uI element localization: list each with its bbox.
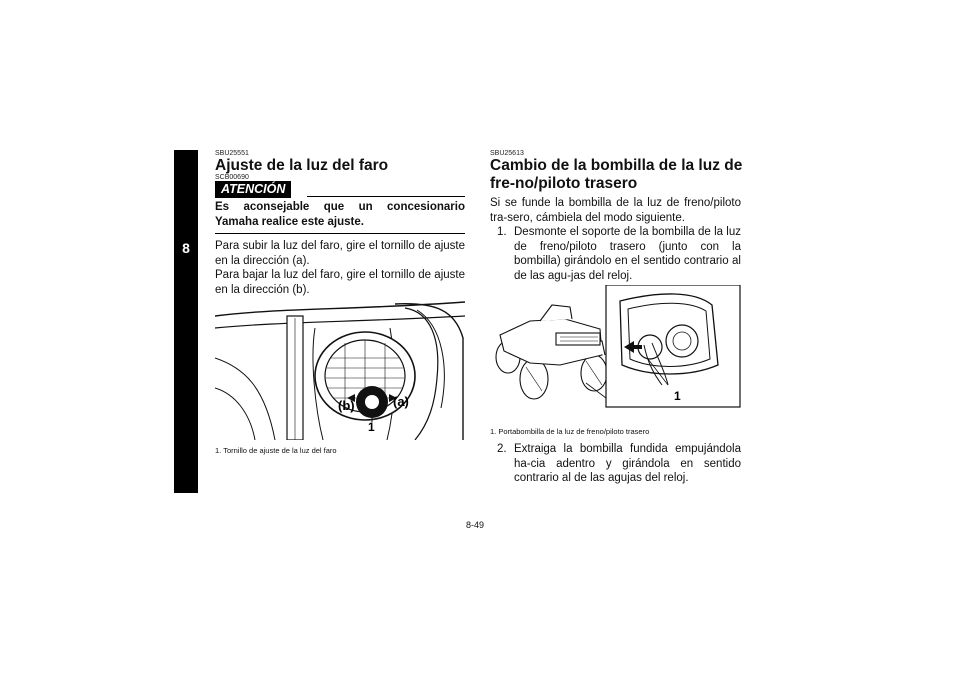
step-list [490, 442, 741, 486]
headlight-illustration [215, 298, 465, 440]
instruction-paragraph: Para bajar la luz del faro, gire el tornillo de ajuste en la dirección (b). [215, 269, 465, 296]
step-number: 2. [497, 443, 507, 455]
caution-bottom-rule [215, 233, 465, 234]
chapter-tab [174, 150, 198, 493]
caution-label: ATENCIÓN [215, 181, 291, 198]
caution-text: Es aconsejable que un concesionario Yamaha realice este ajuste. [215, 201, 465, 228]
figure-caption: 1. Portabombilla de la luz de freno/piloto trasero [490, 427, 650, 436]
callout-1-label: 1 [368, 420, 375, 434]
section-title: Cambio de la bombilla de la luz de fre-no/piloto trasero [490, 157, 743, 192]
taillight-illustration [490, 285, 745, 410]
instruction-paragraph: Para subir la luz del faro, gire el tornillo de ajuste en la dirección (a). [215, 240, 465, 267]
caution-rule [307, 196, 465, 197]
caution-code: SCB00690 [215, 174, 249, 181]
list-item [490, 442, 741, 486]
figure-caption: 1. Tornillo de ajuste de la luz del faro [215, 446, 337, 455]
section-title: Ajuste de la luz del faro [215, 157, 389, 174]
step-number: 1. [497, 226, 507, 238]
section-code: SBU25551 [215, 150, 249, 157]
step-text: Extraiga la bombilla fundida empujándola ha-cia adentro y girándola en sentido contrario al de las agujas del reloj. [514, 443, 741, 484]
caution-header [215, 181, 465, 198]
direction-a-label: (a) [393, 394, 409, 409]
intro-paragraph: Si se funde la bombilla de la luz de freno/piloto tra-sero, cámbiela del modo siguiente. [490, 197, 741, 224]
step-list [490, 225, 741, 283]
list-item [490, 225, 741, 283]
direction-b-label: (b) [338, 398, 355, 413]
page-number: 8-49 [466, 520, 485, 530]
callout-1-label: 1 [674, 389, 681, 403]
section-code: SBU25613 [490, 150, 524, 157]
chapter-tab-number: 8 [182, 240, 190, 256]
step-text: Desmonte el soporte de la bombilla de la luz de freno/piloto trasero (junto con la bombilla) girándolo en el sentido contrario al de las agu-jas del reloj. [514, 226, 741, 282]
